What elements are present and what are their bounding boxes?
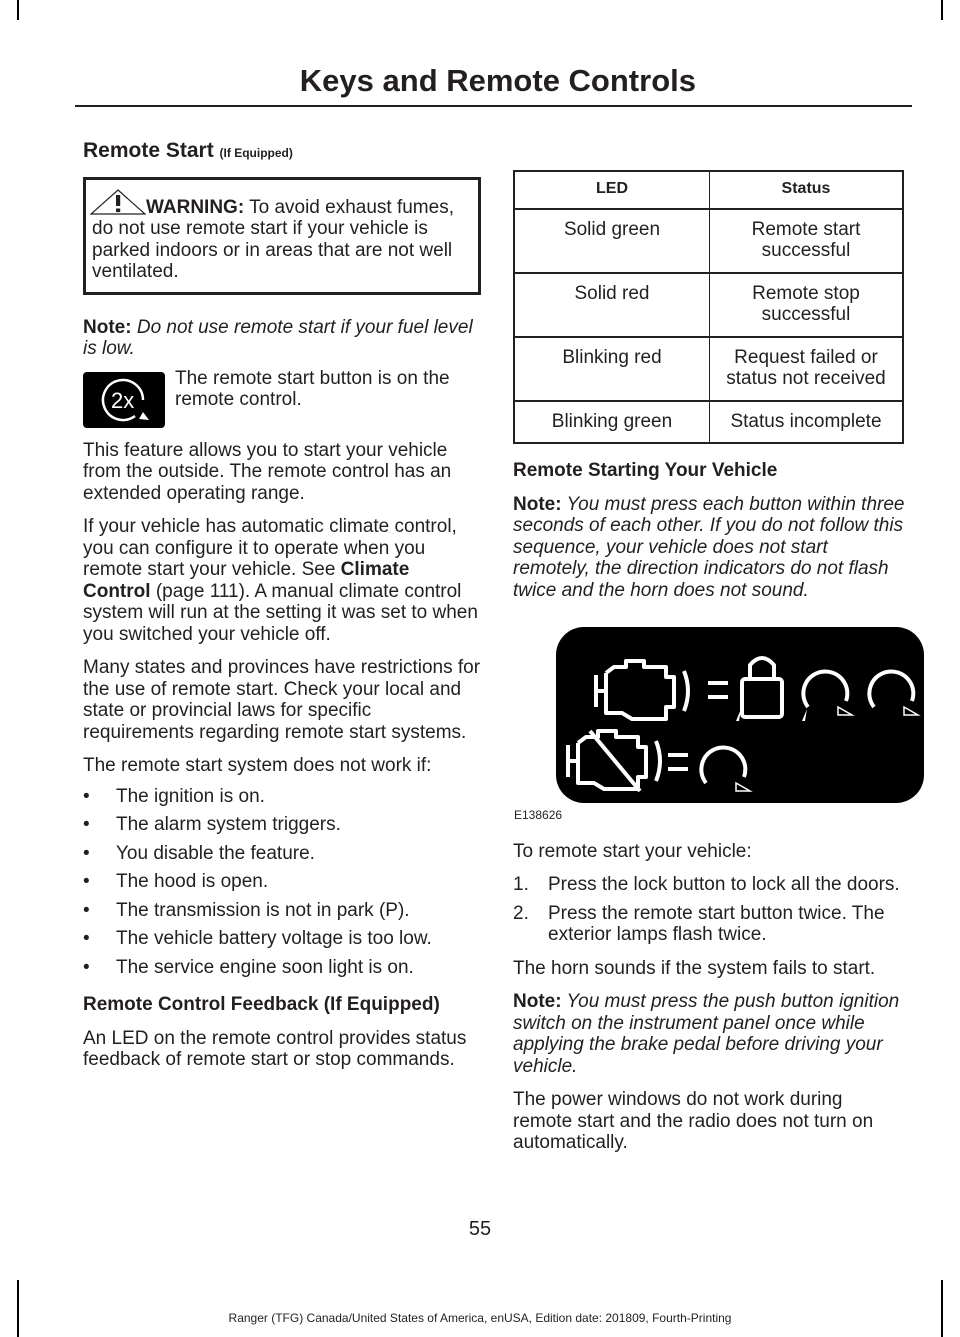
note-text: Do not use remote start if your fuel level is low. bbox=[83, 316, 473, 359]
list-item: • The transmission is not in park (P). bbox=[83, 900, 481, 922]
step-number: 1. bbox=[513, 874, 529, 895]
lock-icon bbox=[742, 679, 782, 717]
note-text: You must press each button within three seconds of each other. If you do not follow this sequence, your vehicle does not start remotely, the direction indicators do not flash twice and the horn does not sound. bbox=[513, 493, 905, 601]
note-sequence bbox=[513, 494, 906, 602]
button-info-row bbox=[83, 367, 481, 428]
crop-mark-top-left-v bbox=[17, 0, 19, 20]
list-item: • You disable the feature. bbox=[83, 843, 481, 865]
note-label: Note: bbox=[513, 493, 562, 515]
remote-start-sequence-diagram bbox=[556, 627, 924, 803]
list-item: • The ignition is on. bbox=[83, 786, 481, 808]
col-header-status: Status bbox=[710, 171, 904, 209]
crop-mark-bottom-left-v bbox=[17, 1280, 19, 1337]
heading-text: Remote Start bbox=[83, 139, 214, 162]
note-fuel bbox=[83, 317, 481, 360]
para-windows: The power windows do not work during remote start and the radio does not turn on automatically. bbox=[513, 1089, 874, 1153]
note-ignition bbox=[513, 991, 906, 1077]
para-not-work: The remote start system does not work if: bbox=[83, 755, 432, 776]
right-column bbox=[513, 140, 906, 1166]
remote-start-2x-icon bbox=[83, 372, 165, 428]
table-cell: Status incomplete bbox=[710, 401, 904, 444]
para-feature: This feature allows you to start your vehicle from the outside. The remote control has an extended operating range. bbox=[83, 439, 452, 504]
table-cell: Remote stop successful bbox=[710, 273, 904, 337]
warning-label: WARNING: bbox=[146, 196, 245, 218]
footer-text: Ranger (TFG) Canada/United States of America, enUSA, Edition date: 201809, Fourth-Printing bbox=[228, 1311, 732, 1325]
section-title: Keys and Remote Controls bbox=[299, 63, 696, 98]
remote-start-icon bbox=[803, 671, 847, 707]
col-header-led: LED bbox=[514, 171, 710, 209]
climate-control-link[interactable]: Climate Control bbox=[83, 559, 410, 602]
list-item: • The vehicle battery voltage is too low. bbox=[83, 928, 481, 950]
steps-list bbox=[513, 874, 906, 946]
starting-heading: Remote Starting Your Vehicle bbox=[513, 460, 778, 481]
list-item: • The service engine soon light is on. bbox=[83, 957, 481, 979]
table-cell: Solid green bbox=[514, 209, 710, 273]
table-cell: Request failed or status not received bbox=[710, 337, 904, 401]
step-text: Press the lock button to lock all the doors. bbox=[548, 874, 900, 895]
left-column bbox=[83, 140, 481, 1083]
horn-text: The horn sounds if the system fails to start. bbox=[513, 957, 876, 979]
list-item bbox=[513, 903, 906, 946]
table-cell: Remote start successful bbox=[710, 209, 904, 273]
table-cell: Blinking green bbox=[514, 401, 710, 444]
engine-icon bbox=[596, 661, 674, 719]
heading-suffix: (If Equipped) bbox=[219, 146, 293, 160]
list-item: • The alarm system triggers. bbox=[83, 814, 481, 836]
step-number: 2. bbox=[513, 902, 529, 924]
step-text: Press the remote start button twice. The exterior lamps flash twice. bbox=[548, 902, 885, 945]
intro-text: To remote start your vehicle: bbox=[513, 840, 752, 862]
note-label: Note: bbox=[83, 316, 132, 338]
crop-mark-bottom-right-v bbox=[941, 1280, 943, 1337]
warning-text: To avoid exhaust fumes, do not use remote start if your vehicle is parked indoors or in areas that are not well ventilated. bbox=[92, 196, 454, 282]
feedback-heading: Remote Control Feedback (If Equipped) bbox=[83, 994, 440, 1015]
remote-start-icon bbox=[701, 747, 745, 783]
table-row bbox=[514, 337, 903, 401]
list-item: • The hood is open. bbox=[83, 871, 481, 893]
para-feedback: An LED on the remote control provides status feedback of remote start or stop commands. bbox=[83, 1027, 467, 1070]
page-number: 55 bbox=[468, 1218, 492, 1240]
crop-mark-top-right-v bbox=[941, 0, 943, 20]
para-climate-a: If your vehicle has automatic climate control, you can configure it to operate when you remote start your vehicle. See bbox=[83, 516, 457, 580]
note-text: You must press the push button ignition switch on the instrument panel once while applying the brake pedal before driving your vehicle. bbox=[513, 991, 900, 1077]
table-cell: Solid red bbox=[514, 273, 710, 337]
table-row bbox=[514, 209, 903, 273]
remote-start-heading bbox=[83, 140, 481, 165]
button-desc: The remote start button is on the remote control. bbox=[175, 367, 450, 410]
button-icon-text: 2x bbox=[111, 387, 135, 413]
diagram-code: E138626 bbox=[514, 808, 563, 822]
conditions-list bbox=[83, 786, 481, 979]
para-climate-b: (page 111). A manual climate control system will run at the setting it was set to when you switched your vehicle off. bbox=[83, 580, 478, 645]
header-rule bbox=[75, 105, 912, 107]
engine-crossed-icon bbox=[568, 731, 646, 789]
warning-box bbox=[83, 177, 481, 295]
led-status-table bbox=[513, 170, 904, 444]
note-label: Note: bbox=[513, 991, 562, 1012]
table-row bbox=[514, 273, 903, 337]
table-row bbox=[514, 401, 903, 444]
para-climate bbox=[83, 516, 481, 645]
list-item bbox=[513, 874, 906, 896]
table-header-row bbox=[514, 171, 903, 209]
remote-start-icon bbox=[869, 671, 913, 707]
para-restrictions: Many states and provinces have restrictions for the use of remote start. Check your local and state or provincial laws for specific requirements regarding remote start systems. bbox=[83, 657, 481, 743]
table-cell: Blinking red bbox=[514, 337, 710, 401]
warning-triangle-icon bbox=[90, 189, 146, 215]
